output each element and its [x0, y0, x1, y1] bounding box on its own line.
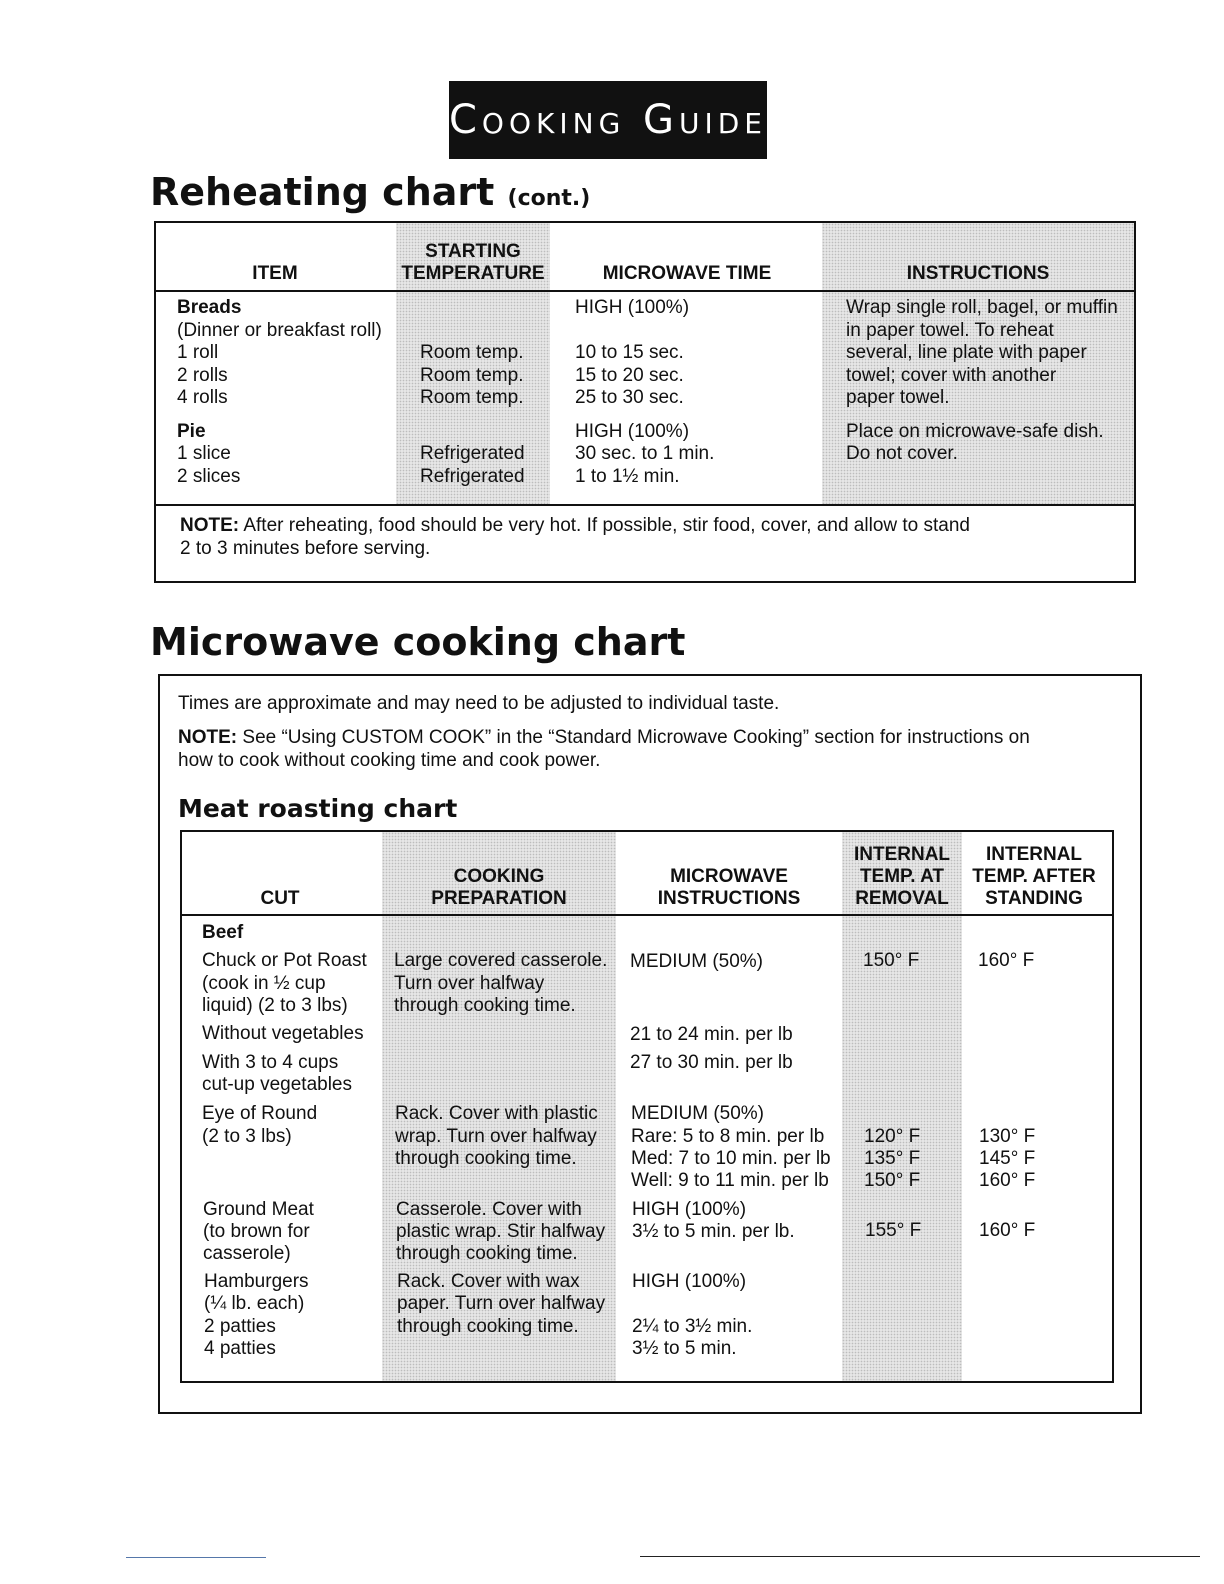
pie-temp: Refrigerated — [420, 466, 525, 487]
header-item: ITEM — [252, 263, 298, 284]
burgers-prep: Rack. Cover with wax — [397, 1271, 580, 1292]
header-temp-2: TEMPERATURE — [401, 263, 545, 284]
ground-prep: plastic wrap. Stir halfway — [396, 1221, 606, 1242]
burgers-prep: through cooking time. — [397, 1316, 579, 1337]
with-veg-time: 27 to 30 min. per lb — [630, 1052, 793, 1073]
reheating-note-line-2: 2 to 3 minutes before serving. — [180, 538, 431, 559]
pie-time: HIGH (100%) — [575, 421, 690, 442]
ground-cut: Ground Meat — [203, 1199, 314, 1220]
eye-mw: MEDIUM (50%) — [631, 1103, 765, 1124]
breads-instruction: in paper towel. To reheat — [846, 320, 1054, 341]
ground-standing: 160° F — [979, 1220, 1036, 1241]
breads-item: 2 rolls — [177, 365, 228, 386]
reheating-title — [150, 170, 590, 214]
header-removal-3: REMOVAL — [855, 888, 949, 909]
eye-removal: 135° F — [864, 1148, 921, 1169]
reheating-note — [180, 515, 970, 538]
eye-removal: 150° F — [864, 1170, 921, 1191]
footer-rule — [640, 1556, 1200, 1557]
beef-heading: Beef — [202, 922, 244, 943]
breads-time: 25 to 30 sec. — [575, 387, 684, 408]
meat-chart-title: Meat roasting chart — [178, 794, 458, 823]
microwave-intro: Times are approximate and may need to be adjusted to individual taste. — [178, 693, 780, 714]
ground-cut: casserole) — [203, 1243, 291, 1264]
eye-prep: wrap. Turn over halfway — [395, 1126, 597, 1147]
header-prep-2: PREPARATION — [431, 888, 567, 909]
breads-temp: Room temp. — [420, 387, 524, 408]
cooking-guide-banner: Cooking Guide — [449, 81, 767, 159]
breads-time: 10 to 15 sec. — [575, 342, 684, 363]
eye-prep: Rack. Cover with plastic — [395, 1103, 598, 1124]
meat-header-rule — [182, 914, 1112, 916]
eye-standing: 130° F — [979, 1126, 1036, 1147]
pie-heading: Pie — [177, 421, 206, 442]
ground-mw: HIGH (100%) — [632, 1199, 747, 1220]
pie-item: 2 slices — [177, 466, 241, 487]
chuck-prep: Large covered casserole. — [394, 950, 608, 971]
eye-mw: Rare: 5 to 8 min. per lb — [631, 1126, 825, 1147]
breads-time: HIGH (100%) — [575, 297, 690, 318]
ground-removal: 155° F — [865, 1220, 922, 1241]
burgers-prep: paper. Turn over halfway — [397, 1293, 606, 1314]
breads-instruction: several, line plate with paper — [846, 342, 1087, 363]
microwave-note-line-2: how to cook without cooking time and cook power. — [178, 750, 601, 771]
breads-temp: Room temp. — [420, 342, 524, 363]
chuck-cut: Chuck or Pot Roast — [202, 950, 367, 971]
pie-time: 1 to 1½ min. — [575, 466, 680, 487]
burgers-cut: (¼ lb. each) — [204, 1293, 305, 1314]
breads-temp: Room temp. — [420, 365, 524, 386]
eye-standing: 145° F — [979, 1148, 1036, 1169]
note-text: After reheating, food should be very hot. If possible, stir food, cover, and allow to stand — [243, 515, 970, 536]
eye-cut: (2 to 3 lbs) — [202, 1126, 292, 1147]
pie-time: 30 sec. to 1 min. — [575, 443, 715, 464]
header-removal-1: INTERNAL — [853, 844, 951, 865]
header-mw-2: INSTRUCTIONS — [657, 888, 801, 909]
breads-time: 15 to 20 sec. — [575, 365, 684, 386]
footer-rule — [126, 1557, 266, 1558]
ground-prep: Casserole. Cover with — [396, 1199, 582, 1220]
breads-item: 1 roll — [177, 342, 219, 363]
without-veg-time: 21 to 24 min. per lb — [630, 1024, 793, 1045]
eye-cut: Eye of Round — [202, 1103, 318, 1124]
header-removal-2: TEMP. AT — [859, 866, 945, 887]
header-mw-1: MICROWAVE — [670, 866, 788, 887]
with-veg-label: With 3 to 4 cups — [202, 1052, 339, 1073]
microwave-note — [178, 727, 1030, 750]
burgers-cut: 2 patties — [204, 1316, 276, 1337]
burgers-cut: Hamburgers — [204, 1271, 309, 1292]
breads-heading: Breads — [177, 297, 242, 318]
burgers-mw: HIGH (100%) — [632, 1271, 747, 1292]
without-veg-label: Without vegetables — [202, 1023, 364, 1044]
header-standing-1: INTERNAL — [985, 844, 1083, 865]
reheating-title-suffix: (cont.) — [507, 186, 591, 211]
header-prep-1: COOKING — [453, 866, 545, 887]
breads-instruction: Wrap single roll, bagel, or muffin — [846, 297, 1118, 318]
breads-instruction: towel; cover with another — [846, 365, 1057, 386]
header-time: MICROWAVE TIME — [602, 263, 772, 284]
reheating-header-rule — [156, 290, 1134, 292]
header-instructions: INSTRUCTIONS — [906, 263, 1050, 284]
chuck-standing: 160° F — [978, 950, 1035, 971]
chuck-removal: 150° F — [863, 950, 920, 971]
reheating-note-rule — [156, 504, 1134, 506]
pie-temp: Refrigerated — [420, 443, 525, 464]
pie-instruction: Place on microwave-safe dish. — [846, 421, 1104, 442]
chuck-cut: liquid) (2 to 3 lbs) — [202, 995, 348, 1016]
burgers-mw: 3½ to 5 min. — [632, 1338, 737, 1359]
eye-mw: Well: 9 to 11 min. per lb — [631, 1170, 829, 1191]
reheating-title-text: Reheating chart — [150, 170, 495, 214]
eye-prep: through cooking time. — [395, 1148, 577, 1169]
chuck-prep: Turn over halfway — [394, 973, 545, 994]
eye-removal: 120° F — [864, 1126, 921, 1147]
ground-prep: through cooking time. — [396, 1243, 578, 1264]
with-veg-label: cut-up vegetables — [202, 1074, 352, 1095]
ground-cut: (to brown for — [203, 1221, 310, 1242]
microwave-title: Microwave cooking chart — [150, 620, 686, 664]
pie-item: 1 slice — [177, 443, 231, 464]
eye-mw: Med: 7 to 10 min. per lb — [631, 1148, 831, 1169]
header-temp-1: STARTING — [425, 241, 521, 262]
header-cut: CUT — [260, 888, 300, 909]
header-standing-3: STANDING — [985, 888, 1083, 909]
note-label: NOTE: — [180, 515, 240, 536]
ground-mw: 3½ to 5 min. per lb. — [632, 1221, 795, 1242]
breads-instruction: paper towel. — [846, 387, 950, 408]
burgers-cut: 4 patties — [204, 1338, 276, 1359]
breads-item: (Dinner or breakfast roll) — [177, 320, 382, 341]
note-label: NOTE: — [178, 727, 238, 748]
pie-instruction: Do not cover. — [846, 443, 958, 464]
eye-standing: 160° F — [979, 1170, 1036, 1191]
chuck-prep: through cooking time. — [394, 995, 576, 1016]
chuck-mw: MEDIUM (50%) — [630, 951, 764, 972]
breads-item: 4 rolls — [177, 387, 228, 408]
header-standing-2: TEMP. AFTER — [972, 866, 1096, 887]
note-text: See “Using CUSTOM COOK” in the “Standard Microwave Cooking” section for instructions on — [242, 727, 1030, 748]
burgers-mw: 2¼ to 3½ min. — [632, 1316, 753, 1337]
chuck-cut: (cook in ½ cup — [202, 973, 326, 994]
